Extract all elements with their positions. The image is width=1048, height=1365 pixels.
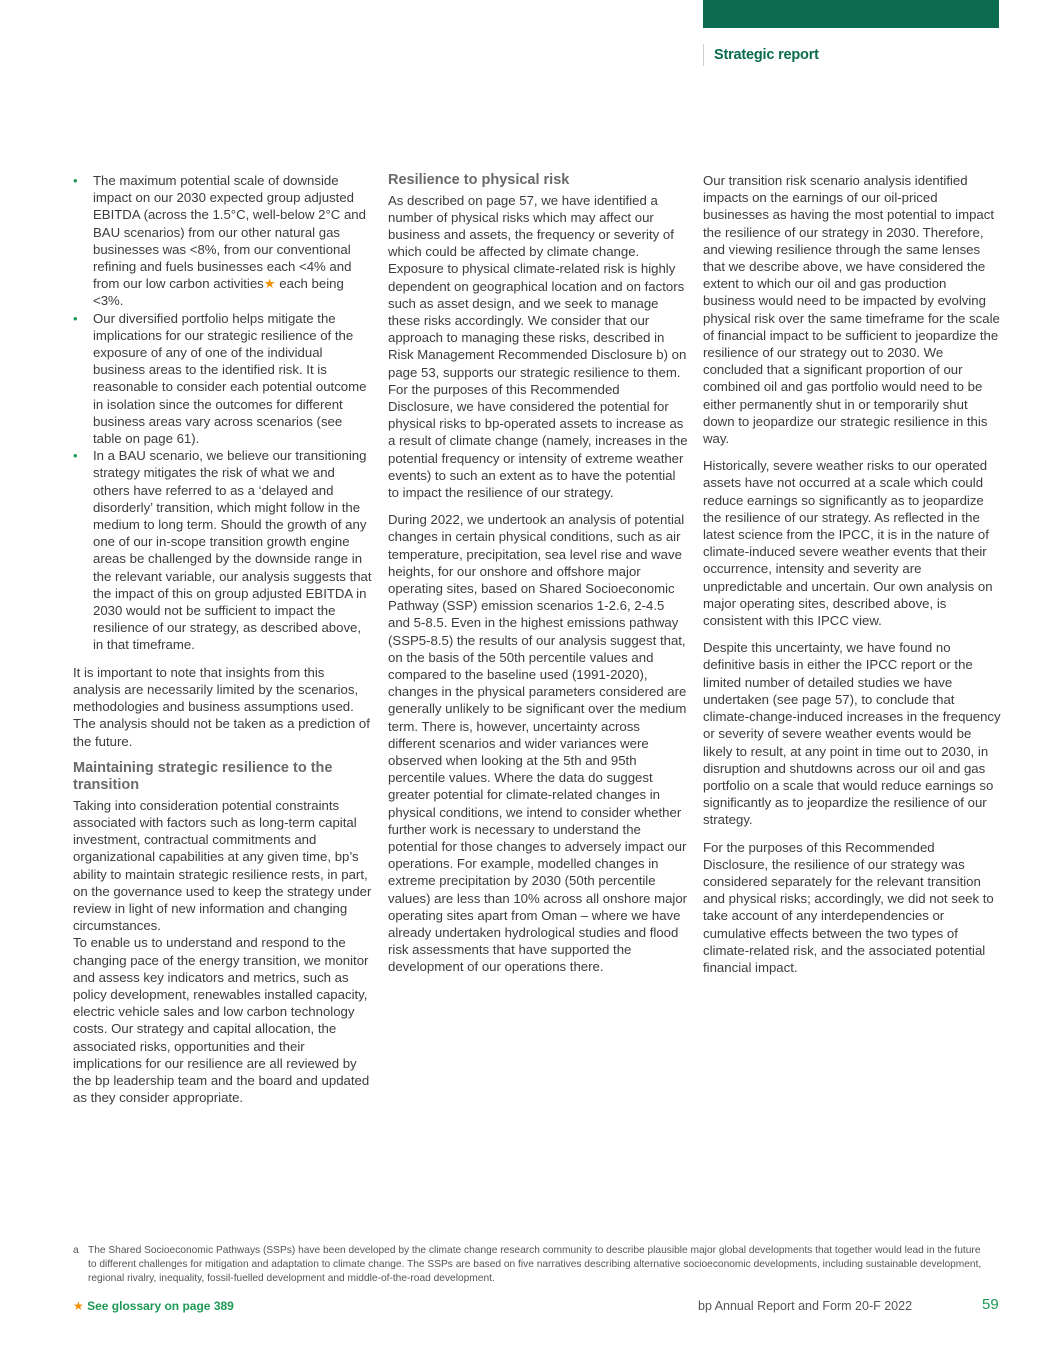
glossary-link[interactable] [73,1299,234,1313]
paragraph-physical-risk: As described on page 57, we have identified a number of physical risks which may affect our business and assets, the frequency or severity of which could be affected by climate change. Exposure to physical climate-related risk is highly dependent on geographical location and on factors such as asset design, and we seek to manage these risks accordingly. We consider that our approach to managing these risks, described in Risk Management Recommended Disclosure b) on page 53, supports our strategic resilience to them. For the purposes of this Recommended Disclosure, we have considered the potential for physical risks to bp-operated assets to increase as a result of climate change (namely, increases in the potential frequency or intensity of extreme weather events) to such an extent as to have the potential to impact the resilience of our strategy. [388,192,688,500]
glossary-star-icon: ★ [263,276,276,292]
list-item [73,310,373,448]
section-label: Strategic report [703,44,819,66]
column-1 [73,172,373,1116]
bullet-list [73,172,373,654]
bullet-text: The maximum potential scale of downside impact on our 2030 expected group adjusted EBITDA (across the 1.5°C, well-below 2°C and BAU scenarios) from our other natural gas businesses was <8%, from our conventional refining and fuels businesses each <4% and from our low carbon activities [93,173,366,292]
header-accent-bar [703,0,999,28]
paragraph-transition-scenario: Our transition risk scenario analysis identified impacts on the earnings of our oil-priced businesses as having the most potential to impact the resilience of our strategy in 2030. Therefore, and viewing resilience through the same lenses that we describe above, we have considered the extent to which our oil and gas production business would need to be impacted by evolving physical risk over the same timeframe for the scale of financial impact to be sufficient to jeopardize the resilience of our strategy out to 2030. We concluded that a significant proportion of our combined oil and gas portfolio would need to be either permanently shut in or temporarily shut down to jeopardize our strategic resilience in this way. [703,173,1000,447]
glossary-text: See glossary on page 389 [83,1299,234,1313]
report-title: bp Annual Report and Form 20-F 2022 [698,1299,913,1313]
star-icon: ★ [73,1299,84,1313]
bullet-text: In a BAU scenario, we believe our transitioning strategy mitigates the risk of what we and others have referred to as a ‘delayed and disorderly’ transition, which might follow in the medium to long term. Should the growth of any one of our in-scope transition growth engine areas be challenged by the downside range in the relevant variable, our analysis suggests that the impact of this on group adjusted EBITDA in 2030 would not be sufficient to impact the resilience of our strategy, as described above, in that timeframe. [93,448,372,653]
paragraph-despite-uncertainty: Despite this uncertainty, we have found no definitive basis in either the IPCC report or the limited number of detailed studies we have undertaken (see page 57), to conclude that climate-change-induced increases in the frequency or severity of severe weather events would be likely to result, at any point in time out to 2030, in disruption and shutdowns across our oil and gas portfolio on a scale that would reduce earnings so significantly as to jeopardize the resilience of our strategy. [703,640,1001,828]
paragraph-purposes: For the purposes of this Recommended Disclosure, the resilience of our strategy was considered separately for the relevant transition and physical risks; accordingly, we did not seek to take account of any interdependencies or cumulative effects between the two types of climate-related risk, and the associated potential financial impact. [703,839,994,975]
column-3 [703,172,1001,986]
page-number: 59 [982,1296,999,1313]
bullet-icon: • [73,173,78,188]
column-2 [388,172,688,986]
paragraph-analysis: During 2022, we undertook an analysis of potential changes in certain physical conditions, such as air temperature, precipitation, sea level rise and wave heights, for our onshore and offshore major operating sites, based on Shared Socioeconomic Pathway (SSP) emission scenarios 1-2.6, 2-4.5 and 5-8.5. Even in the highest emissions pathway (SSP5-8.5) the results of our analysis suggest that, on the basis of the 50th percentile values and compared to the baseline used (1991-2020), changes in the physical parameters considered are generally unlikely to be significant over the medium term. There is, however, uncertainty across different scenarios and wider variances were observed when looking at the 5th and 95th percentile values. Where the data do suggest greater potential for climate-related changes in physical conditions, we intend to consider whether further work is necessary to understand the potential for those changes to adversely impact our operations. For example, modelled changes in extreme precipitation by 2030 (50th percentile values) are less than 10% across all onshore major operating sites apart from Oman – where we have already undertaken hydrological studies and flood risk assessments that have supported the development of our operations there. [388,512,688,975]
bullet-icon: • [73,448,78,464]
list-item [73,447,373,653]
paragraph-constraints: Taking into consideration potential constraints associated with factors such as long-term capital investment, contractual commitments and organizational capabilities at any given time, bp’s ability to maintain strategic resilience rests, in part, on the governance used to keep the strategy under review in light of new information and changing circumstances. [73,797,372,934]
footnote [73,1244,983,1286]
paragraph-monitor: To enable us to understand and respond to the changing pace of the energy transition, we monitor and assess key indicators and metrics, such as policy development, renewables installed capacity, electric vehicle sales and low carbon technology costs. Our strategy and capital allocation, the associated risks, opportunities and their implications for our resilience are all reviewed by the bp leadership team and the board and updated as they consider appropriate. [73,935,370,1106]
bullet-icon: • [73,310,78,326]
list-item [73,172,373,310]
heading-transition-resilience: Maintaining strategic resilience to the transition [73,759,333,794]
paragraph-insights: It is important to note that insights from this analysis are necessarily limited by the scenarios, methodologies and business assumptions used. The analysis should not be taken as a prediction of the future. [73,664,370,749]
footnote-text: The Shared Socioeconomic Pathways (SSPs) have been developed by the climate change research community to describe plausible major global developments that together would lead in the future to different challenges for mitigation and adaptation to climate change. The SSPs are based on five narratives describing alternative socioeconomic developments, including sustainable development, regional rivalry, inequality, fossil-fuelled development and middle-of-the-road development. [88,1245,982,1284]
paragraph-historically: Historically, severe weather risks to our operated assets have not occurred at a scale which could reduce earnings so significantly as to jeopardize the resilience of our strategy. As reflected in the latest science from the IPCC, it is in the nature of climate-induced severe weather events that their occurrence, intensity and severity are unpredictable and uncertain. Our own analysis on major operating sites, described above, is consistent with this IPCC view. [703,458,993,629]
heading-physical-risk: Resilience to physical risk [388,172,570,188]
footnote-marker: a [73,1245,79,1256]
bullet-text-end: each being <3%. [93,276,344,309]
bullet-text: Our diversified portfolio helps mitigate the implications for our strategic resilience of the exposure of any of one of the individual business areas to the identified risk. It is reasonable to consider each potential outcome in isolation since the outcomes for different business areas vary across scenarios (see table on page 61). [93,310,367,447]
